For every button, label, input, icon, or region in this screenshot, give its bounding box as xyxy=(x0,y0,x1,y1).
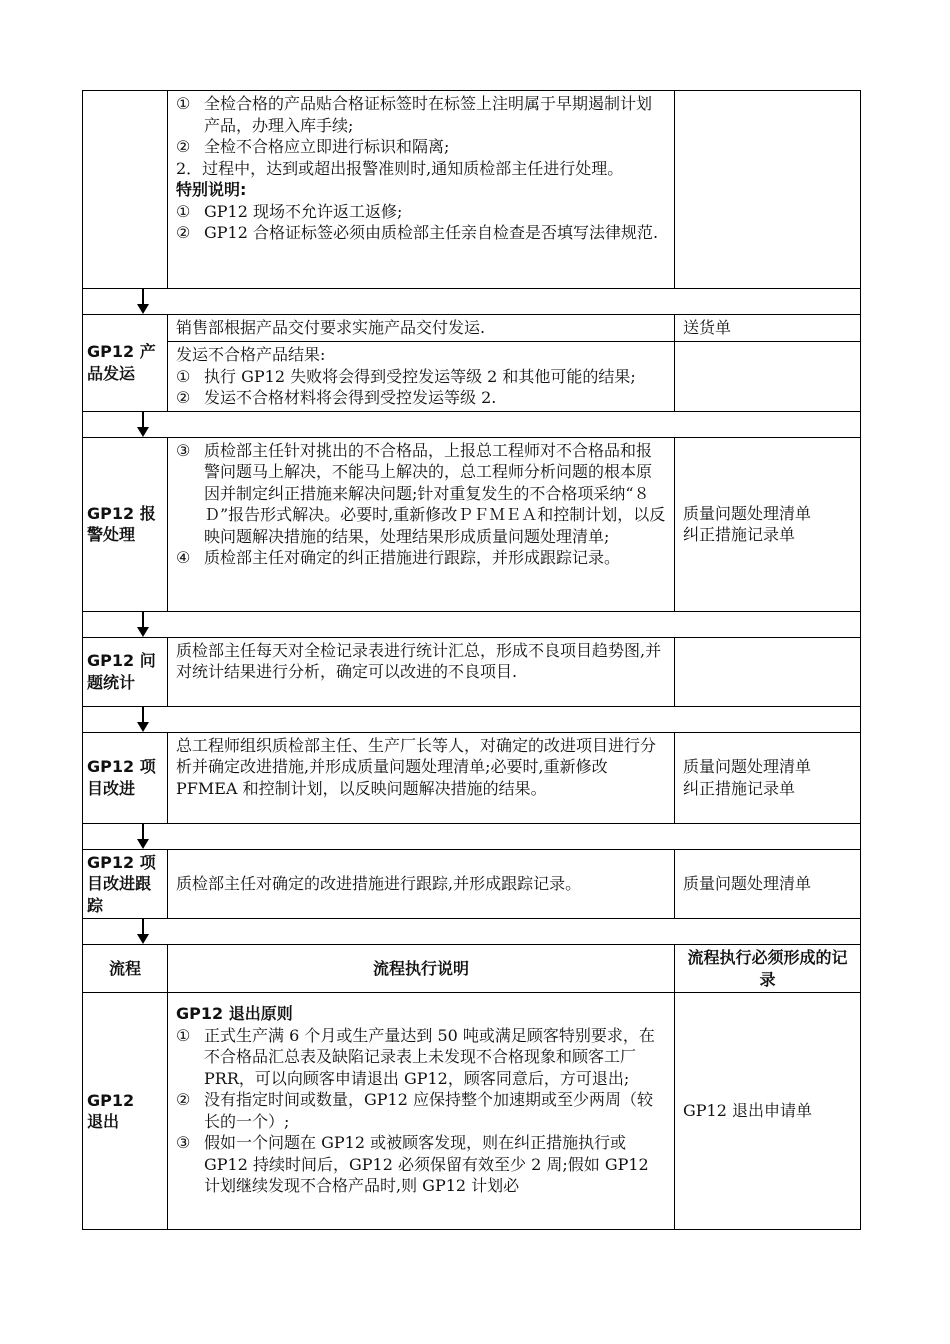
exit-row xyxy=(83,993,861,1230)
record-cell xyxy=(675,437,861,611)
improvement-description: 总工程师组织质检部主任、生产厂长等人，对确定的改进项目进行分析并确定改进措施,并形成质量问题处理清单;必要时,重新修改 PFMEA 和控制计划，以反映问题解决措施的结果。 xyxy=(168,732,675,823)
table-header-row xyxy=(83,945,861,993)
record-label: 质量问题处理清单 xyxy=(683,757,812,776)
list-item: ① 全检合格的产品贴合格证标签时在标签上注明属于早期遏制计划产品，办理入库手续; xyxy=(176,94,653,135)
shipping-result-description xyxy=(168,342,675,412)
down-arrow-icon xyxy=(136,412,150,437)
list-item: ④ 质检部主任对确定的纠正措施进行跟踪，并形成跟踪记录。 xyxy=(176,548,621,567)
flow-cell-empty xyxy=(83,91,168,289)
record-cell xyxy=(675,732,861,823)
down-arrow-icon xyxy=(136,289,150,314)
flow-arrow-row xyxy=(83,823,861,849)
alarm-description xyxy=(168,437,675,611)
exit-principle-title: GP12 退出原则 xyxy=(176,1004,293,1023)
flow-label: GP12 项目改进 xyxy=(83,732,168,823)
alarm-handling-row xyxy=(83,437,861,611)
record-cell-empty xyxy=(675,342,861,412)
header-description: 流程执行说明 xyxy=(168,945,675,993)
flow-arrow-row xyxy=(83,919,861,945)
list-item: ① 正式生产满 6 个月或生产量达到 50 吨或满足顾客特别要求，在不合格品汇总表及缺陷记录表上未发现不合格现象和顾客工厂 PRR，可以向顾客申请退出 GP12，顾客同意后，方可退出; xyxy=(176,1025,655,1088)
down-arrow-icon xyxy=(136,824,150,849)
record-label: 送货单 xyxy=(675,315,861,342)
header-record: 流程执行必须形成的记录 xyxy=(675,945,861,993)
list-item: ② 没有指定时间或数量，GP12 应保持整个加速期或至少两周（较长的一个）; xyxy=(176,1090,653,1131)
down-arrow-icon xyxy=(136,919,150,944)
flow-label: GP12 退出 xyxy=(83,993,168,1230)
shipping-description: 销售部根据产品交付要求实施产品交付发运. xyxy=(168,315,675,342)
process-table xyxy=(82,90,861,1230)
header-flow: 流程 xyxy=(83,945,168,993)
record-label: 质量问题处理清单 xyxy=(683,503,812,523)
statistics-row xyxy=(83,637,861,706)
record-label: GP12 退出申请单 xyxy=(675,993,861,1230)
list-item: ② 全检不合格应立即进行标识和隔离; xyxy=(176,137,450,156)
record-cell-empty xyxy=(675,91,861,289)
flow-arrow-row xyxy=(83,411,861,437)
flow-arrow-row xyxy=(83,289,861,315)
record-label: 纠正措施记录单 xyxy=(683,778,796,798)
shipping-result-title: 发运不合格产品结果: xyxy=(176,345,326,364)
flow-label: GP12 问题统计 xyxy=(83,637,168,706)
statistics-description: 质检部主任每天对全检记录表进行统计汇总，形成不良项目趋势图,并对统计结果进行分析，确定可以改进的不良项目. xyxy=(168,637,675,706)
record-label: 纠正措施记录单 xyxy=(683,525,796,544)
flow-label: GP12 产品发运 xyxy=(83,315,168,412)
flow-arrow-row xyxy=(83,611,861,637)
shipping-result-row xyxy=(83,342,861,412)
down-arrow-icon xyxy=(136,707,150,732)
list-item: ③ 质检部主任针对挑出的不合格品，上报总工程师对不合格品和报警问题马上解决，不能马上解决的，总工程师分析问题的根本原因并制定纠正措施来解决问题;针对重复发生的不合格项采纳“８Ｄ”报告形式解决。必要时,重新修改ＰＦＭＥＡ和控制计划，以反映问题解决措施的结果，处理结果形成质量问题处理清单; xyxy=(176,440,666,546)
list-item: ① GP12 现场不允许返工返修; xyxy=(176,201,403,221)
inspection-description xyxy=(168,91,675,289)
flow-label: GP12 项目改进跟踪 xyxy=(83,849,168,919)
record-cell-empty xyxy=(675,637,861,706)
down-arrow-icon xyxy=(136,612,150,637)
exit-description xyxy=(168,993,675,1230)
flow-arrow-row xyxy=(83,706,861,732)
list-item: ① 执行 GP12 失败将会得到受控发运等级 2 和其他可能的结果; xyxy=(176,366,636,386)
tracking-row xyxy=(83,849,861,919)
list-item: ② 发运不合格材料将会得到受控发运等级 2. xyxy=(176,388,497,407)
improvement-row xyxy=(83,732,861,823)
list-item: ② GP12 合格证标签必须由质检部主任亲自检查是否填写法律规范. xyxy=(176,223,659,242)
process-step-text: 2．过程中，达到或超出报警准则时,通知质检部主任进行处理。 xyxy=(176,158,624,178)
record-label: 质量问题处理清单 xyxy=(675,849,861,919)
flow-label: GP12 报警处理 xyxy=(83,437,168,611)
tracking-description: 质检部主任对确定的改进措施进行跟踪,并形成跟踪记录。 xyxy=(168,849,675,919)
list-item: ③ 假如一个问题在 GP12 或被顾客发现，则在纠正措施执行或 GP12 持续时间后，GP12 必须保留有效至少 2 周;假如 GP12 计划继续发现不合格产品时,则 GP12 计划必 xyxy=(176,1133,649,1195)
shipping-row xyxy=(83,315,861,342)
inspection-continuation-row xyxy=(83,91,861,289)
special-note-title: 特别说明: xyxy=(176,180,247,199)
